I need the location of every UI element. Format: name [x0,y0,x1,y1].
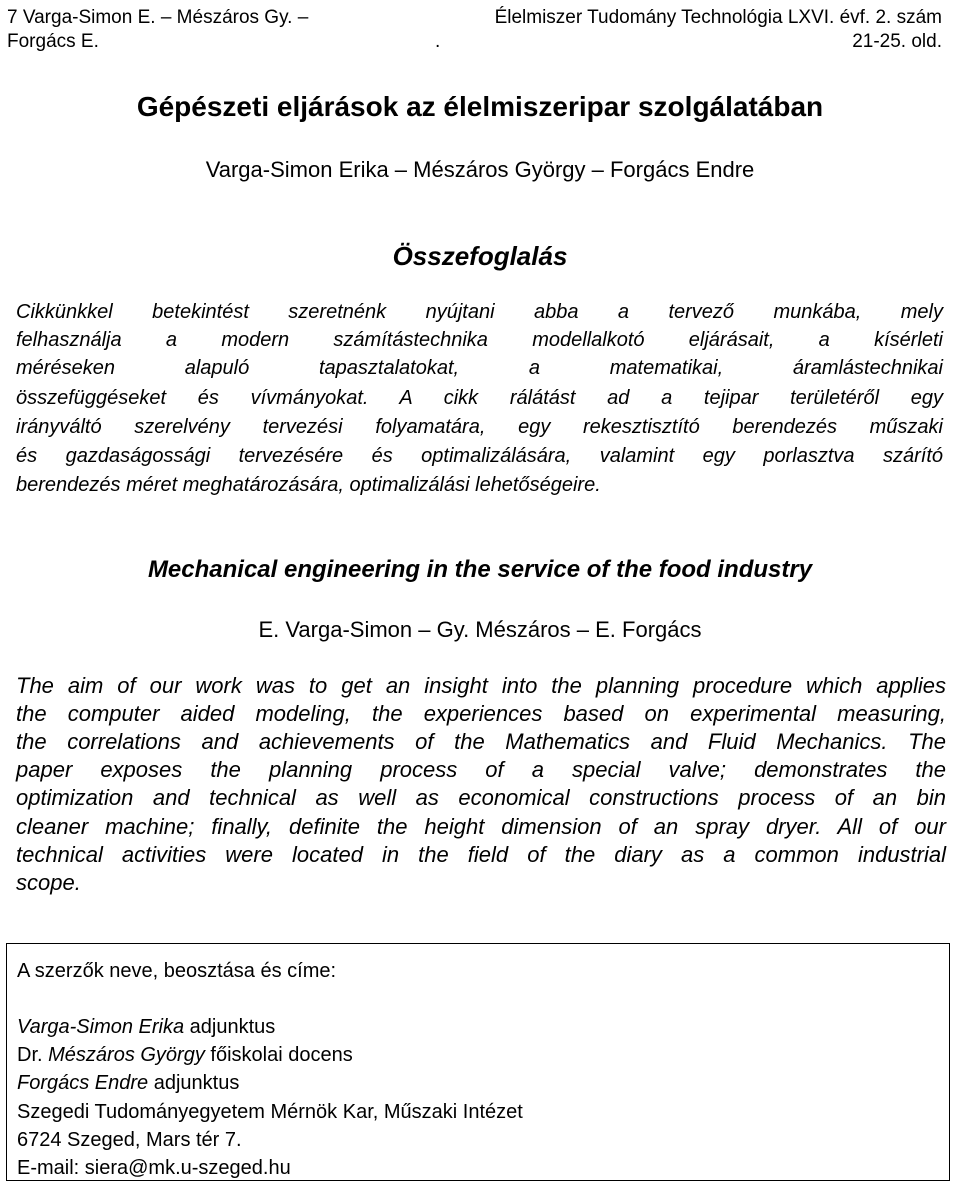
summary-heading: Összefoglalás [392,241,568,271]
address: 6724 Szeged, Mars tér 7. [17,1129,242,1151]
abstract-hu-line: Cikkünkkel betekintést szeretnénk nyújtani abba a tervező munkába, mely [16,301,943,323]
author-entry [17,1014,275,1040]
abstract-en-line: The aim of our work was to get an insight into the planning procedure which applies [16,673,946,698]
abstract-hu-line: és gazdaságossági tervezésére és optimalizálására, valamint egy porlasztva szárító [16,445,943,467]
authors-english: E. Varga-Simon – Gy. Mészáros – E. Forgács [258,617,702,642]
author-box-heading: A szerzők neve, beosztása és címe: [17,960,337,982]
abstract-hu-line: irányváltó szerelvény tervezési folyamatára, egy rekesztisztító berendezés műszaki [16,416,943,438]
abstract-en-line: paper exposes the planning process of a special valve; demonstrates the [16,757,946,782]
author-prefix: Dr. [17,1044,49,1066]
authors-hungarian: Varga-Simon Erika – Mészáros György – Forgács Endre [205,157,755,182]
author-role: főiskolai docens [204,1044,353,1066]
paper-title: Gépészeti eljárások az élelmiszeripar szolgálatában [136,91,824,122]
institution: Szegedi Tudományegyetem Mérnök Kar, Műszaki Intézet [17,1101,523,1123]
abstract-en-line: technical activities were located in the field of the diary as a common industrial [16,842,946,867]
email-address: E-mail: siera@mk.u-szeged.hu [17,1157,291,1179]
abstract-hu-line: összefüggéseket és vívmányokat. A cikk rálátást ad a tejipar területéről egy [16,387,943,409]
author-name: Forgács Endre [17,1072,149,1094]
abstract-hu-line: felhasználja a modern számítástechnika modellalkotó eljárásait, a kísérleti [16,329,943,351]
abstract-hu-line: berendezés méret meghatározására, optimalizálási lehetőségeire. [16,474,601,496]
abstract-en-line: scope. [16,870,81,895]
running-header-pages: 21-25. old. [852,31,942,52]
author-name: Varga-Simon Erika [17,1016,185,1038]
author-entry [17,1042,353,1068]
running-header-dot: . [435,31,441,52]
author-role: adjunktus [148,1072,240,1094]
abstract-en-line: cleaner machine; finally, definite the height dimension of an spray dryer. All of our [16,814,946,839]
english-title: Mechanical engineering in the service of the food industry [147,556,813,583]
running-header-authors-cont: Forgács E. [7,31,99,52]
author-name: Mészáros György [48,1044,205,1066]
running-header-journal: Élelmiszer Tudomány Technológia LXVI. évf. 2. szám [494,7,942,28]
abstract-hu-line: méréseken alapuló tapasztalatokat, a matematikai, áramlástechnikai [16,357,943,379]
abstract-en-line: optimization and technical as well as economical constructions process of an bin [16,785,946,810]
running-header-authors: 7 Varga-Simon E. – Mészáros Gy. – [7,7,309,28]
abstract-en-line: the correlations and achievements of the Mathematics and Fluid Mechanics. The [16,729,946,754]
author-role: adjunktus [184,1016,276,1038]
author-entry [17,1070,239,1096]
abstract-en-line: the computer aided modeling, the experiences based on experimental measuring, [16,701,946,726]
author-info-box [6,943,950,1181]
